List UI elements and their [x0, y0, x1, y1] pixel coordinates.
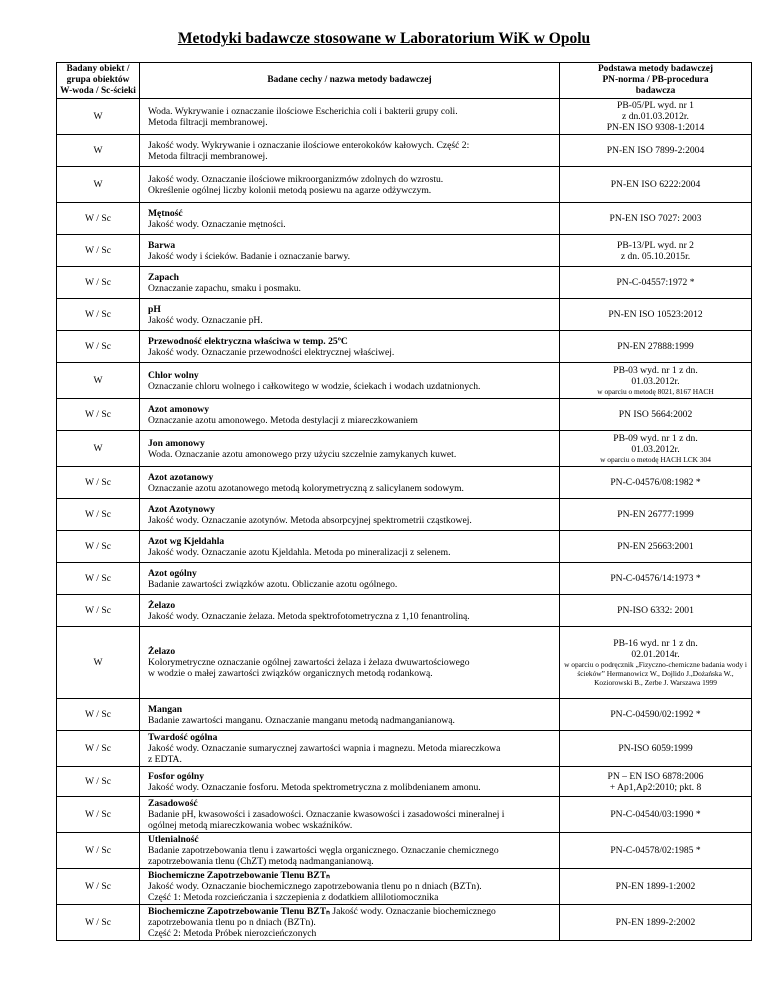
method-name: Żelazo [148, 646, 176, 657]
table-row [57, 905, 752, 941]
method-name: Fosfor ogólny [148, 770, 205, 782]
table-row [57, 467, 752, 499]
method-description: Jakość wody. Oznaczanie sumarycznej zawartości wapnia i magnezu. Metoda miareczkowa [148, 743, 501, 754]
header-method: Badane cechy / nazwa metody badawczej [140, 63, 560, 99]
standard-reference: PN-C-04576/08:1982 * [610, 477, 701, 488]
method-name: Mangan [148, 703, 183, 715]
method-cell [140, 331, 560, 363]
table-row [57, 627, 752, 699]
method-name: Mętność [148, 207, 183, 219]
method-cell [140, 627, 560, 699]
table-row [57, 431, 752, 467]
standard-reference: PN – EN ISO 6878:2006 [607, 770, 704, 782]
table-row [57, 331, 752, 363]
table-row [57, 135, 752, 167]
method-description: zapotrzebowania tlenu (ChZT) metodą nadmanganianową. [148, 856, 374, 867]
standard-reference: z dn.01.03.2012r. [622, 111, 689, 122]
object-cell: W [57, 167, 140, 203]
table-row [57, 797, 752, 833]
method-description: Określenie ogólnej liczby kolonii metodą posiewu na agarze odżywczym. [148, 184, 432, 196]
method-name: Zasadowość [148, 798, 198, 809]
method-name: Azot ogólny [148, 567, 197, 579]
method-cell [140, 135, 560, 167]
method-description: Jakość wody. Oznaczanie żelaza. Metoda spektrofotometryczna z 1,10 fenantroliną. [148, 610, 470, 622]
method-description: Jakość wody. Oznaczanie azotynów. Metoda absorpcyjnej spektrometrii cząstkowej. [148, 514, 472, 526]
method-cell [140, 531, 560, 563]
method-description: Woda. Wykrywanie i oznaczanie ilościowe Escherichia coli i bakterii grupy coli. [148, 105, 458, 117]
method-name: Biochemiczne Zapotrzebowanie Tlenu BZTₙ [148, 906, 330, 917]
method-cell [140, 267, 560, 299]
standard-reference: PN-EN ISO 9308-1:2014 [606, 122, 705, 133]
standard-reference: z dn. 05.10.2015r. [620, 250, 691, 262]
object-cell: W [57, 99, 140, 135]
standard-reference: PN-EN 25663:2001 [617, 541, 694, 552]
standard-reference: PN-ISO 6332: 2001 [617, 605, 694, 616]
method-cell [140, 731, 560, 767]
method-name: Przewodność elektryczna właściwa w temp. 25ºC [148, 335, 348, 347]
standard-reference: PB-05/PL wyd. nr 1 [617, 100, 694, 111]
method-description: Oznaczanie chloru wolnego i całkowitego w wodzie, ściekach i wodach uzdatnionych. [148, 380, 481, 392]
method-cell [140, 699, 560, 731]
standard-reference: PB-16 wyd. nr 1 z dn. [613, 638, 698, 649]
method-name: Azot Azotynowy [148, 503, 215, 515]
method-cell [140, 767, 560, 797]
standard-cell [560, 467, 752, 499]
standard-reference: PN-EN 1899-2:2002 [615, 917, 696, 928]
method-description: Metoda filtracji membranowej. [148, 150, 268, 162]
method-name: Twardość ogólna [148, 732, 218, 743]
standard-cell [560, 833, 752, 869]
method-cell [140, 363, 560, 399]
object-cell: W [57, 627, 140, 699]
method-description: Jakość wody. Oznaczanie azotu Kjeldahla. Metoda po mineralizacji z selenem. [148, 546, 451, 558]
method-description: Badanie zawartości związków azotu. Obliczanie azotu ogólnego. [148, 578, 398, 590]
standard-cell [560, 905, 752, 941]
method-description: Oznaczanie azotu amonowego. Metoda destylacji z miareczkowaniem [148, 414, 418, 426]
method-cell [140, 499, 560, 531]
method-name: Azot azotanowy [148, 471, 214, 483]
method-description: Jakość wody. Oznaczanie ilościowe mikroorganizmów zdolnych do wzrostu. [148, 173, 444, 185]
standard-cell [560, 699, 752, 731]
standard-reference: PN-EN 27888:1999 [617, 341, 694, 352]
header-object: Badany obiekt / grupa obiektów W-woda / Sc-ścieki [57, 63, 140, 99]
method-cell [140, 905, 560, 941]
standard-cell [560, 797, 752, 833]
standard-reference: PN-ISO 6059:1999 [618, 743, 693, 754]
method-cell [140, 99, 560, 135]
method-cell [140, 299, 560, 331]
standard-cell [560, 203, 752, 235]
method-cell [140, 203, 560, 235]
standard-cell [560, 363, 752, 399]
object-cell: W / Sc [57, 499, 140, 531]
standard-reference: 02.01.2014r. [631, 649, 680, 660]
method-cell [140, 235, 560, 267]
object-cell: W / Sc [57, 331, 140, 363]
standard-cell [560, 167, 752, 203]
method-description: Jakość wody. Oznaczanie fosforu. Metoda spektrometryczna z molibdenianem amonu. [148, 781, 481, 793]
method-description: Kolorymetryczne oznaczanie ogólnej zawartości żelaza i żelaza dwuwartościowego [148, 657, 470, 668]
standard-reference: PN-EN 26777:1999 [617, 509, 694, 520]
table-header-row [57, 63, 752, 99]
method-name: Utlenialność [148, 834, 199, 845]
standard-cell [560, 731, 752, 767]
standard-reference: PN-C-04578/02:1985 * [610, 845, 701, 856]
object-cell: W / Sc [57, 563, 140, 595]
method-description: Jakość wody. Oznaczanie pH. [148, 314, 263, 326]
table-row [57, 699, 752, 731]
object-cell: W / Sc [57, 833, 140, 869]
standard-reference: PN-C-04576/14:1973 * [610, 573, 701, 584]
object-cell: W / Sc [57, 869, 140, 905]
table-row [57, 399, 752, 431]
method-name: Zapach [148, 271, 179, 283]
standard-reference: PN-EN ISO 6222:2004 [610, 179, 701, 190]
method-cell [140, 595, 560, 627]
method-description: Jakość wody. Oznaczanie przewodności elektrycznej właściwej. [148, 346, 395, 358]
method-cell [140, 431, 560, 467]
standard-cell [560, 235, 752, 267]
object-cell: W / Sc [57, 595, 140, 627]
method-description: Jakość wody i ścieków. Badanie i oznaczanie barwy. [148, 250, 351, 262]
table-row [57, 167, 752, 203]
standard-note: w oparciu o metodę 8021, 8167 HACH [597, 387, 714, 396]
object-cell: W / Sc [57, 531, 140, 563]
method-cell [140, 167, 560, 203]
standard-reference: 01.03.2012r. [631, 444, 680, 455]
standard-cell [560, 99, 752, 135]
object-cell: W [57, 363, 140, 399]
standard-note: w oparciu o podręcznik „Fizyczno-chemiczne badania wody i ścieków” Hermanowicz W., Dojlido J.,Dożańska W., Koziorowski B., Zerbe J. Warszawa 1999 [564, 660, 747, 687]
table-row [57, 203, 752, 235]
object-cell: W / Sc [57, 699, 140, 731]
table-row [57, 833, 752, 869]
object-cell: W / Sc [57, 467, 140, 499]
method-description: Oznaczanie zapachu, smaku i posmaku. [148, 282, 301, 294]
object-cell: W / Sc [57, 905, 140, 941]
standard-cell [560, 135, 752, 167]
method-description: Jakość wody. Oznaczanie biochemicznego zapotrzebowania tlenu po n dniach (BZTn). [148, 881, 482, 892]
method-name: Biochemiczne Zapotrzebowanie Tlenu BZTₙ [148, 870, 330, 881]
object-cell: W [57, 431, 140, 467]
standard-reference: 01.03.2012r. [631, 376, 680, 387]
standard-cell [560, 627, 752, 699]
method-description: Jakość wody. Wykrywanie i oznaczanie ilościowe enterokoków kałowych. Część 2: [148, 139, 470, 151]
object-cell: W [57, 135, 140, 167]
standard-cell [560, 431, 752, 467]
table-row [57, 595, 752, 627]
standard-reference: PN-C-04590/02:1992 * [610, 709, 701, 720]
method-name: Żelazo [148, 599, 176, 611]
table-row [57, 767, 752, 797]
method-description: Część 1: Metoda rozcieńczania i szczepienia z dodatkiem allilotiomocznika [148, 892, 439, 903]
standard-cell [560, 267, 752, 299]
standard-reference: PB-13/PL wyd. nr 2 [617, 239, 694, 251]
table-row [57, 99, 752, 135]
method-cell [140, 833, 560, 869]
standard-cell [560, 531, 752, 563]
method-description: Badanie zapotrzebowania tlenu i zawartości węgla organicznego. Oznaczanie chemicznego [148, 845, 499, 856]
method-name: Jon amonowy [148, 437, 205, 449]
object-cell: W / Sc [57, 299, 140, 331]
standard-cell [560, 595, 752, 627]
object-cell: W / Sc [57, 203, 140, 235]
table-row [57, 563, 752, 595]
object-cell: W / Sc [57, 399, 140, 431]
table-row [57, 299, 752, 331]
standard-reference: PN-C-04557:1972 * [616, 277, 695, 288]
table-row [57, 363, 752, 399]
object-cell: W / Sc [57, 767, 140, 797]
standard-reference: PB-09 wyd. nr 1 z dn. [613, 433, 698, 444]
method-description: zapotrzebowania tlenu po n dniach (BZTn). [148, 917, 316, 928]
table-row [57, 267, 752, 299]
method-description: Badanie zawartości manganu. Oznaczanie manganu metodą nadmanganianową. [148, 714, 455, 726]
header-standard: Podstawa metody badawczej PN-norma / PB-procedura badawcza [560, 63, 752, 99]
page-title: Metodyki badawcze stosowane w Laboratorium WiK w Opolu [177, 30, 591, 47]
method-description: Część 2: Metoda Próbek nierozcieńczonych [148, 928, 317, 939]
object-cell: W / Sc [57, 731, 140, 767]
method-cell [140, 563, 560, 595]
standard-cell [560, 399, 752, 431]
standard-cell [560, 499, 752, 531]
method-description: ogólnej metodą miareczkowania wobec wskaźników. [148, 820, 353, 831]
standard-reference: PN-EN 1899-1:2002 [615, 881, 696, 892]
method-description: Jakość wody. Oznaczanie biochemicznego [329, 906, 496, 917]
standard-cell [560, 869, 752, 905]
object-cell: W / Sc [57, 235, 140, 267]
method-cell [140, 399, 560, 431]
method-name: pH [148, 303, 161, 315]
object-cell: W / Sc [57, 797, 140, 833]
table-row [57, 731, 752, 767]
method-cell [140, 467, 560, 499]
method-name: Azot wg Kjeldahla [148, 535, 225, 547]
method-name: Chlor wolny [148, 369, 199, 381]
standard-cell [560, 563, 752, 595]
table-row [57, 235, 752, 267]
standard-reference: PN ISO 5664:2002 [618, 409, 693, 420]
standard-reference: PN-EN ISO 10523:2012 [608, 309, 703, 320]
object-cell: W / Sc [57, 267, 140, 299]
standard-note: w oparciu o metodę HACH LCK 304 [600, 455, 711, 464]
table-row [57, 531, 752, 563]
method-description: z EDTA. [148, 754, 182, 765]
method-description: Badanie pH, kwasowości i zasadowości. Oznaczanie kwasowości i zasadowości mineralnej i [148, 809, 505, 820]
method-cell [140, 869, 560, 905]
methods-table [56, 62, 752, 941]
standard-cell [560, 299, 752, 331]
method-description: Woda. Oznaczanie azotu amonowego przy użyciu szczelnie zamykanych kuwet. [148, 448, 457, 460]
method-name: Barwa [148, 239, 176, 251]
standard-cell [560, 767, 752, 797]
table-row [57, 499, 752, 531]
table-row [57, 869, 752, 905]
method-cell [140, 797, 560, 833]
method-description: w wodzie o małej zawartości związków organicznych metodą rodankową. [148, 668, 433, 679]
standard-reference: PN-EN ISO 7027: 2003 [609, 213, 702, 224]
method-description: Oznaczanie azotu azotanowego metodą kolorymetryczną z salicylanem sodowym. [148, 482, 464, 494]
standard-reference: PN-EN ISO 7899-2:2004 [606, 145, 705, 156]
standard-cell [560, 331, 752, 363]
method-description: Metoda filtracji membranowej. [148, 116, 268, 128]
standard-reference: PN-C-04540/03:1990 * [610, 809, 701, 820]
method-name: Azot amonowy [148, 403, 210, 415]
method-description: Jakość wody. Oznaczanie mętności. [148, 218, 286, 230]
standard-reference: PB-03 wyd. nr 1 z dn. [613, 365, 698, 376]
standard-reference: + Ap1,Ap2:2010; pkt. 8 [609, 781, 702, 793]
